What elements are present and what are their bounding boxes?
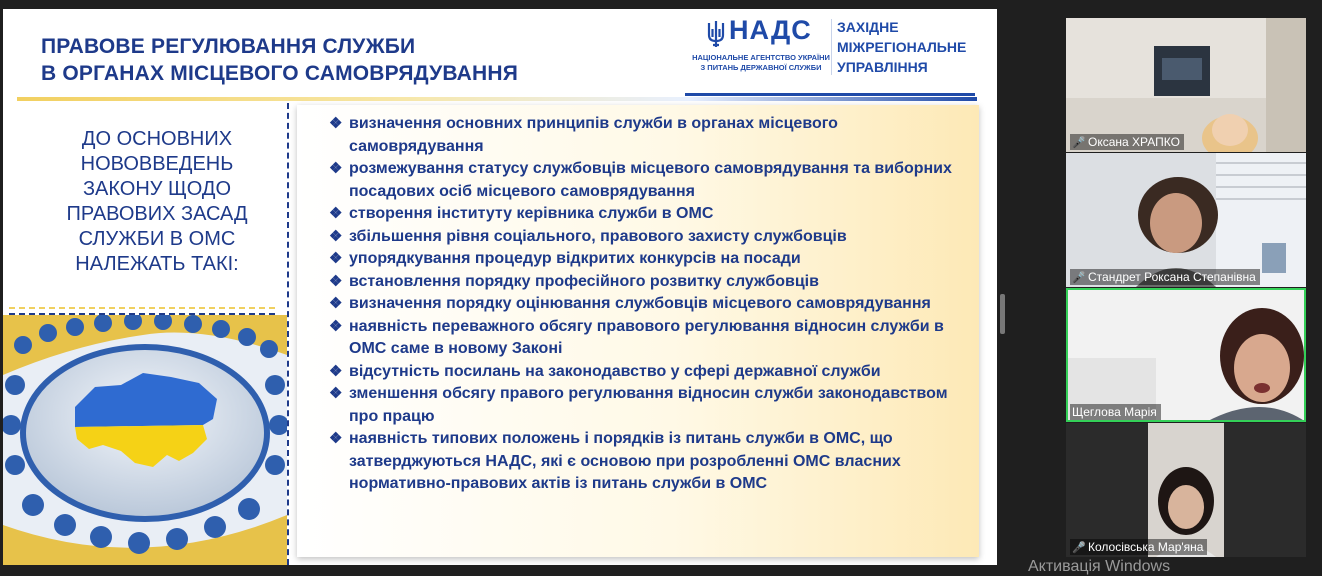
logo-divider: [831, 19, 832, 75]
slide-title-line-1: ПРАВОВЕ РЕГУЛЮВАННЯ СЛУЖБИ: [41, 35, 416, 58]
windows-activation-watermark: Активація Windows: [1028, 558, 1171, 575]
left-text-line-3: ЗАКОНУ ЩОДО: [82, 178, 232, 200]
diamond-bullet-icon: ❖: [329, 430, 343, 447]
bullet-text: збільшення рівня соціального, правового захисту службовців: [349, 227, 847, 245]
left-text-line-6: НАЛЕЖАТЬ ТАКІ:: [75, 253, 239, 275]
bullet-panel: [297, 105, 979, 557]
participant-tile-khrapko[interactable]: [1066, 18, 1306, 152]
participant-name-label: [1070, 404, 1161, 420]
logo-region-line-1: ЗАХІДНЕ: [837, 19, 899, 35]
slide-title: [41, 33, 518, 87]
participant-name: Стандрет Роксана Степанівна: [1088, 270, 1256, 284]
diamond-bullet-icon: ❖: [329, 385, 343, 402]
logo-subtitle: [691, 53, 831, 73]
logo-region: [837, 17, 966, 77]
bullet-item: [329, 271, 959, 294]
diamond-bullet-icon: ❖: [329, 362, 343, 380]
left-text-line-2: НОВОВВЕДЕНЬ: [80, 153, 234, 175]
bullet-text: визначення основних принципів служби в органах місцевого самоврядування: [349, 115, 838, 155]
nads-logo: [685, 15, 985, 85]
bullet-item: [329, 248, 959, 271]
bullet-item: [329, 361, 959, 384]
diamond-bullet-icon: ❖: [329, 250, 343, 267]
bullet-item: [329, 203, 959, 226]
participant-name-label: [1070, 539, 1207, 555]
bullet-text: наявність типових положень і порядків із питань служби в ОМС, що затверджуються НАДС, які є основою при розробленні ОМС власних нормативно-правових актів із питань служби в ОМС: [349, 430, 901, 492]
diamond-bullet-icon: ❖: [329, 227, 343, 245]
participant-tile-kolosivska[interactable]: [1066, 423, 1306, 557]
presentation-slide: [3, 9, 997, 565]
diamond-bullet-icon: ❖: [329, 160, 343, 177]
participant-name-label: [1070, 134, 1184, 150]
logo-subtitle-line-1: НАЦІОНАЛЬНЕ АГЕНТСТВО УКРАЇНИ: [692, 53, 830, 62]
bullet-item: [329, 316, 959, 361]
bullet-text: наявність переважного обсягу правового регулювання відносин служби в ОМС саме в новому Законі: [349, 317, 944, 357]
logo-underline: [685, 93, 975, 96]
diamond-bullet-icon: ❖: [329, 295, 343, 312]
bullet-text: розмежування статусу службовців місцевого самоврядування та виборних посадових осіб місцевого самоврядування: [349, 160, 952, 200]
bullet-item: [329, 383, 959, 428]
slide-title-line-2: В ОРГАНАХ МІСЦЕВОГО САМОВРЯДУВАННЯ: [41, 62, 519, 85]
ukraine-round-table-illustration: [3, 315, 287, 565]
mic-off-icon: 🎤: [1072, 272, 1086, 284]
left-text-line-5: СЛУЖБИ В ОМС: [78, 228, 236, 250]
bullet-item: [329, 113, 959, 158]
logo-region-line-3: УПРАВЛІННЯ: [837, 59, 928, 75]
participant-name: Оксана ХРАПКО: [1088, 135, 1180, 149]
logo-region-line-2: МІЖРЕГІОНАЛЬНЕ: [837, 39, 967, 55]
vertical-dashed-divider: [287, 103, 289, 565]
bullet-item: [329, 158, 959, 203]
participant-name: Щеглова Марія: [1072, 405, 1157, 419]
gallery-resize-handle[interactable]: [1000, 294, 1005, 334]
bullet-item: [329, 293, 959, 316]
bullet-text: упорядкування процедур відкритих конкурсів на посади: [349, 250, 801, 267]
left-text-line-1: ДО ОСНОВНИХ: [81, 128, 233, 150]
left-intro-text: [41, 127, 273, 277]
participant-tile-shcheglova[interactable]: [1066, 288, 1306, 422]
bullet-text: визначення порядку оцінювання службовців місцевого самоврядування: [349, 295, 931, 312]
bullet-item: [329, 428, 959, 496]
trident-icon: [705, 19, 727, 49]
diamond-bullet-icon: ❖: [329, 115, 343, 132]
mic-off-icon: 🎤: [1072, 542, 1086, 554]
participant-tile-standret[interactable]: [1066, 153, 1306, 287]
logo-subtitle-line-2: З ПИТАНЬ ДЕРЖАВНОЇ СЛУЖБИ: [700, 63, 822, 72]
bullet-item: [329, 226, 959, 249]
mic-off-icon: 🎤: [1072, 137, 1086, 149]
participant-name-label: [1070, 269, 1260, 285]
bullet-text: створення інституту керівника служби в ОМС: [349, 205, 714, 222]
participant-name: Колосівська Мар'яна: [1088, 540, 1204, 554]
diamond-bullet-icon: ❖: [329, 272, 343, 290]
bullet-text: зменшення обсягу правого регулювання відносин служби законодавством про працю: [349, 385, 948, 425]
bullet-text: відсутність посилань на законодавство у сфері державної служби: [349, 362, 881, 380]
left-text-line-4: ПРАВОВИХ ЗАСАД: [66, 203, 248, 225]
dashed-divider-yellow: [9, 307, 275, 309]
diamond-bullet-icon: ❖: [329, 317, 343, 335]
participant-video: [1066, 288, 1306, 422]
participant-video: [1066, 18, 1306, 152]
title-divider: [17, 97, 977, 101]
diamond-bullet-icon: ❖: [329, 205, 343, 222]
logo-name: НАДС: [729, 15, 812, 45]
bullet-text: встановлення порядку професійного розвитку службовців: [349, 272, 819, 290]
bullet-list: [297, 105, 979, 496]
participant-video: [1066, 153, 1306, 287]
participant-video: [1066, 423, 1306, 557]
